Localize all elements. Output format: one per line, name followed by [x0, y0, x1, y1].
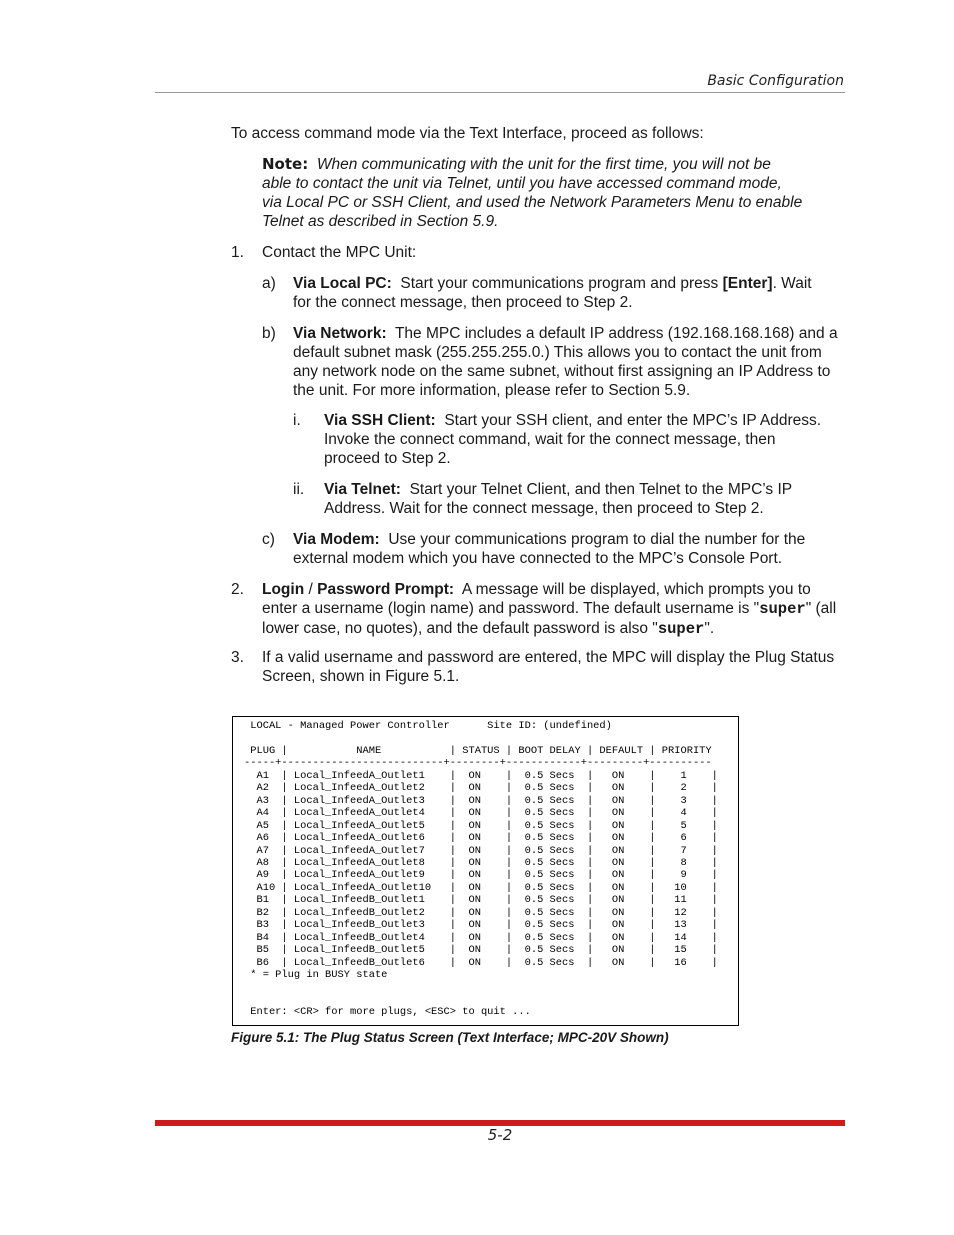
substep-i-text	[324, 411, 821, 468]
label-separator: /	[304, 581, 318, 598]
substep-a-marker: a)	[262, 275, 276, 292]
substep-ii-line: Address. Wait for the connect message, then proceed to Step 2.	[324, 500, 764, 517]
default-password: super	[657, 620, 705, 638]
note-line: able to contact the unit via Telnet, until you have accessed command mode,	[262, 175, 782, 192]
password-prompt-label: Password Prompt:	[317, 581, 455, 598]
substep-a-line: for the connect message, then proceed to Step 2.	[293, 294, 633, 311]
step-2-line: A message will be displayed, which prompts you to	[461, 581, 811, 598]
step-2-line: enter a username (login name) and password. The default username is "	[262, 600, 760, 617]
step-3-number: 3.	[231, 649, 244, 666]
step-3-line: Screen, shown in Figure 5.1.	[262, 668, 460, 685]
substep-c-line: Use your communications program to dial the number for the	[388, 531, 806, 548]
substep-ii-marker: ii.	[293, 481, 305, 498]
running-header: Basic Configuration	[707, 73, 844, 89]
step-1-text: Contact the MPC Unit:	[262, 244, 417, 261]
substep-b-line: any network node on the same subnet, without first assigning an IP Address to	[293, 363, 831, 380]
plug-status-screen	[232, 716, 739, 1026]
substep-b-line: The MPC includes a default IP address (192.168.168.168) and a	[394, 325, 838, 342]
substep-i-line: Start your SSH client, and enter the MPC’s IP Address.	[444, 412, 822, 429]
step-3-line: If a valid username and password are entered, the MPC will display the Plug Status	[262, 649, 835, 666]
substep-i-line: Invoke the connect command, wait for the connect message, then	[324, 431, 776, 448]
substep-i-line: proceed to Step 2.	[324, 450, 451, 467]
substep-ii-line: Start your Telnet Client, and then Telnet to the MPC’s IP	[409, 481, 793, 498]
login-label: Login	[262, 581, 305, 598]
header-rule	[155, 92, 845, 93]
note-line: When communicating with the unit for the first time, you will not be	[316, 156, 771, 173]
substep-a-text	[293, 274, 812, 312]
substep-ii-label: Via Telnet:	[324, 481, 401, 498]
substep-i-marker: i.	[293, 412, 301, 429]
step-3-text	[262, 648, 834, 686]
substep-b-text	[293, 324, 838, 400]
intro-paragraph: To access command mode via the Text Interface, proceed as follows:	[231, 125, 704, 142]
step-2-line-end: ".	[704, 620, 715, 637]
substep-a-label: Via Local PC:	[293, 275, 392, 292]
note-line: via Local PC or SSH Client, and used the Network Parameters Menu to enable	[262, 194, 803, 211]
note-block	[262, 155, 802, 231]
step-2-line-end: " (all	[805, 600, 837, 617]
step-2-number: 2.	[231, 581, 244, 598]
substep-b-line: the unit. For more information, please refer to Section 5.9.	[293, 382, 691, 399]
substep-b-line: default subnet mask (255.255.255.0.) This allows you to contact the unit from	[293, 344, 822, 361]
step-1-number: 1.	[231, 244, 244, 261]
figure-caption: Figure 5.1: The Plug Status Screen (Text Interface; MPC-20V Shown)	[231, 1030, 669, 1045]
substep-c-line: external modem which you have connected to the MPC’s Console Port.	[293, 550, 783, 567]
substep-b-label: Via Network:	[293, 325, 387, 342]
enter-key: [Enter]	[722, 275, 773, 292]
note-label: Note:	[262, 155, 309, 173]
substep-c-marker: c)	[262, 531, 275, 548]
substep-ii-text	[324, 480, 792, 518]
terminal-text: LOCAL - Managed Power Controller Site ID: (undefined) PLUG | NAME | STATUS | BOOT DELAY | DEFAULT | PRIORITY -----+--------------------------+--------+------------+---------+---------- A1 | Local_InfeedA_Outlet1 | ON | 0.5 Secs | ON | 1 | A2 | Local_InfeedA_Outlet2 | ON | 0.5 Secs | ON | 2 | A3 | Local_InfeedA_Outlet3 | ON | 0.5 Secs | ON | 3 | A4 | Local_InfeedA_Outlet4 | ON | 0.5 Secs | ON | 4 | A5 | Local_InfeedA_Outlet5 | ON | 0.5 Secs | ON | 5 | A6 | Local_InfeedA_Outlet6 | ON | 0.5 Secs | ON | 6 | A7 | Local_InfeedA_Outlet7 | ON | 0.5 Secs | ON | 7 | A8 | Local_InfeedA_Outlet8 | ON | 0.5 Secs | ON | 8 | A9 | Local_InfeedA_Outlet9 | ON | 0.5 Secs | ON | 9 | A10 | Local_InfeedA_Outlet10 | ON | 0.5 Secs | ON | 10 | B1 | Local_InfeedB_Outlet1 | ON | 0.5 Secs | ON | 11 | B2 | Local_InfeedB_Outlet2 | ON | 0.5 Secs | ON | 12 | B3 | Local_InfeedB_Outlet3 | ON | 0.5 Secs | ON | 13 | B4 | Local_InfeedB_Outlet4 | ON | 0.5 Secs | ON | 14 | B5 | Local_InfeedB_Outlet5 | ON | 0.5 Secs | ON | 15 | B6 | Local_InfeedB_Outlet6 | ON | 0.5 Secs | ON | 16 | * = Plug in BUSY state Enter: <CR> for more plugs, <ESC> to quit ...	[244, 720, 718, 1019]
substep-b-marker: b)	[262, 325, 276, 342]
note-line: Telnet as described in Section 5.9.	[262, 213, 499, 230]
substep-i-label: Via SSH Client:	[324, 412, 436, 429]
substep-c-text	[293, 530, 805, 568]
substep-c-label: Via Modem:	[293, 531, 380, 548]
step-2-line: lower case, no quotes), and the default password is also "	[262, 620, 658, 637]
substep-a-line-end: . Wait	[772, 275, 812, 292]
default-username: super	[759, 600, 806, 618]
page-number: 5-2	[487, 1126, 513, 1144]
step-2-text	[262, 580, 836, 639]
substep-a-line: Start your communications program and press	[400, 275, 719, 292]
